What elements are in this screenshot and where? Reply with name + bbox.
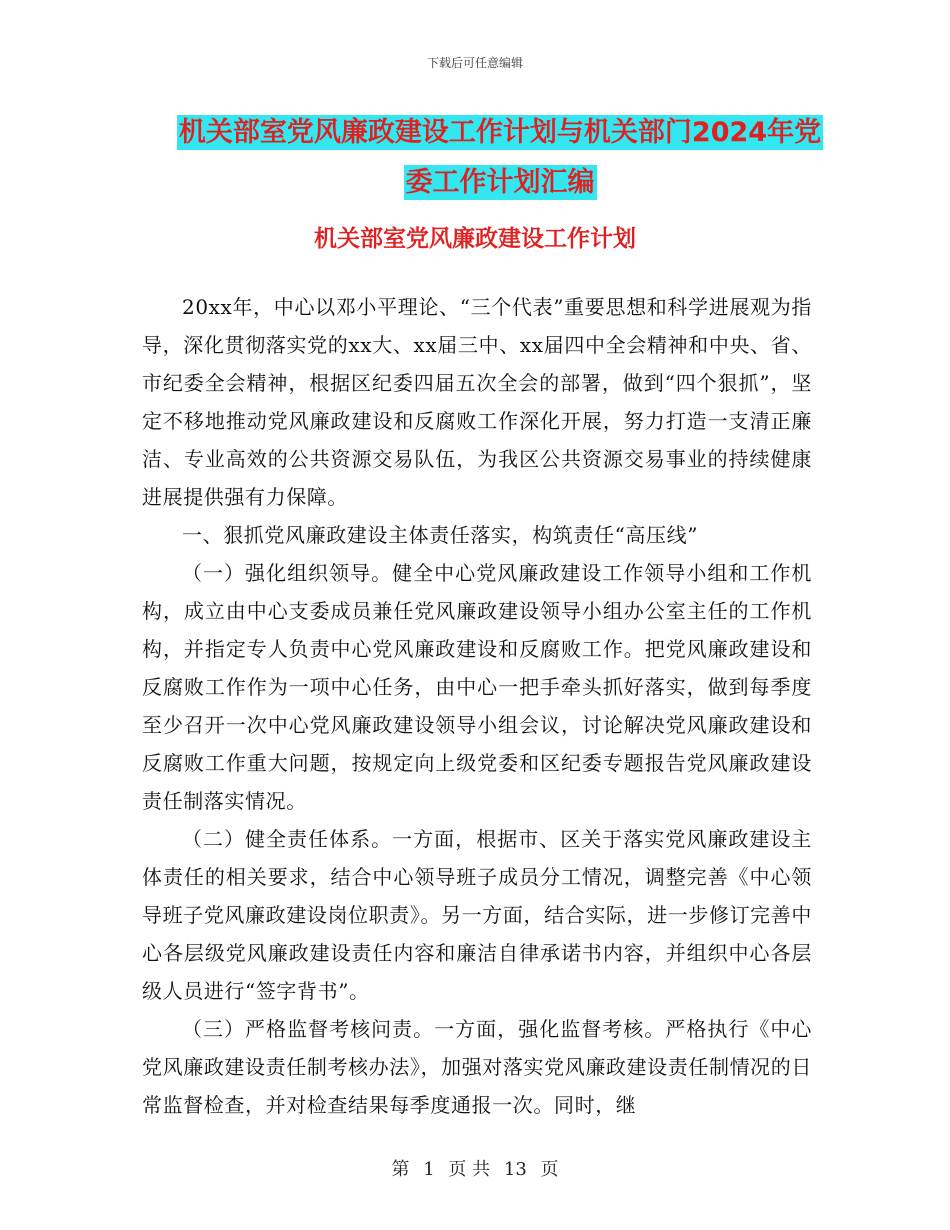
document-title-line2: 委工作计划汇编 (405, 167, 595, 198)
total-pages: 13 (503, 1159, 527, 1180)
document-title (150, 108, 850, 208)
section-title: 机关部室党风廉政建设工作计划 (314, 226, 636, 252)
footer-middle: 页 共 (448, 1159, 491, 1180)
paragraph: （二）健全责任体系。一方面，根据市、区关于落实党风廉政建设主体责任的相关要求，结合中心领导班子成员分工情况，调整完善《中心领导班子党风廉政建设岗位职责》。另一方面，结合实际，进一步修订完善中心各层级党风廉政建设责任内容和廉洁自律承诺书内容，并组织中心各层级人员进行“签字背书”。 (142, 827, 812, 1003)
footer-suffix: 页 (540, 1159, 559, 1180)
header-note: 下载后可任意编辑 (426, 56, 523, 70)
document-body (142, 288, 812, 1124)
page-footer (0, 1155, 950, 1181)
page-number: 1 (423, 1159, 435, 1180)
paragraph: 20xx年，中心以邓小平理论、“三个代表”重要思想和科学进展观为指导，深化贯彻落实党的xx大、xx届三中、xx届四中全会精神和中央、省、市纪委全会精神，根据区纪委四届五次全会的部署，做到“四个狠抓”，坚定不移地推动党风廉政建设和反腐败工作深化开展，努力打造一支清正廉洁、专业高效的公共资源交易队伍，为我区公共资源交易事业的持续健康进展提供强有力保障。 (142, 295, 812, 509)
paragraph: （一）强化组织领导。健全中心党风廉政建设工作领导小组和工作机构，成立由中心支委成员兼任党风廉政建设领导小组办公室主任的工作机构，并指定专人负责中心党风廉政建设和反腐败工作。把党风廉政建设和反腐败工作作为一项中心任务，由中心一把手牵头抓好落实，做到每季度至少召开一次中心党风廉政建设领导小组会议，讨论解决党风廉政建设和反腐败工作重大问题，按规定向上级党委和区纪委专题报告党风廉政建设责任制落实情况。 (142, 561, 812, 813)
paragraph: 一、狠抓党风廉政建设主体责任落实，构筑责任“高压线” (182, 523, 699, 547)
footer-prefix: 第 (391, 1159, 410, 1180)
document-title-line1: 机关部室党风廉政建设工作计划与机关部门2024年党 (178, 117, 822, 148)
paragraph: （三）严格监督考核问责。一方面，强化监督考核。严格执行《中心党风廉政建设责任制考核办法》，加强对落实党风廉政建设责任制情况的日常监督检查，并对检查结果每季度通报一次。同时，继 (142, 1017, 812, 1117)
